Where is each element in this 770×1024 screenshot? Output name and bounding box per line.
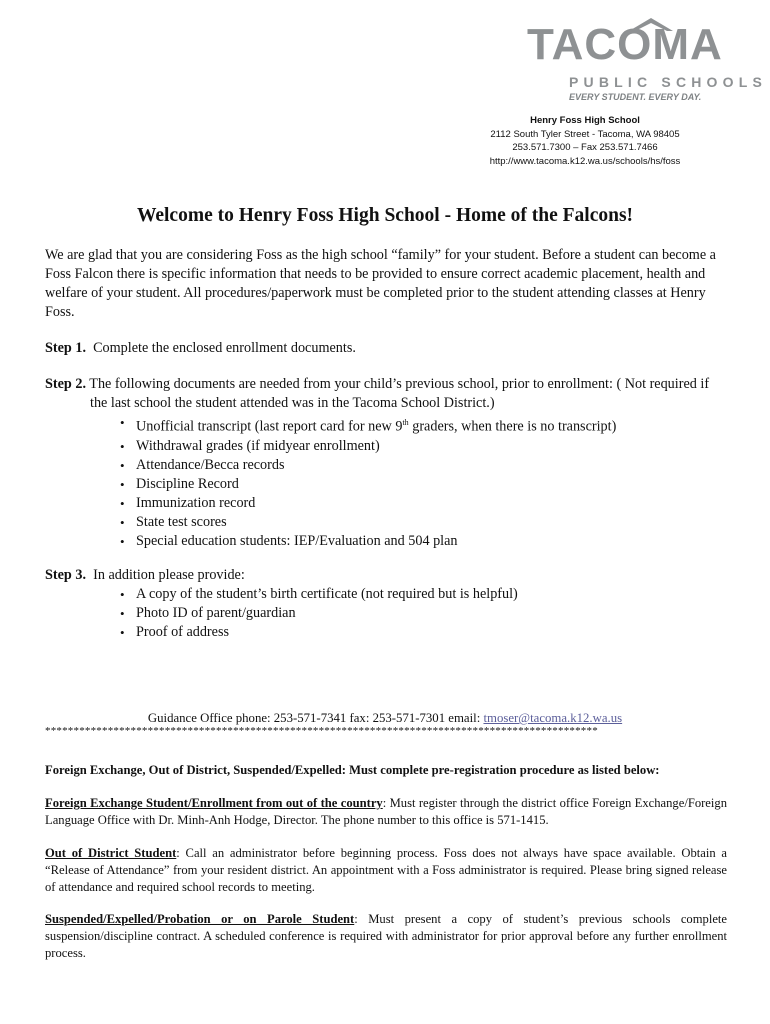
step-2-label: Step 2. — [45, 376, 86, 392]
step-3 — [45, 566, 727, 642]
section-foreign-exchange-label: Foreign Exchange Student/Enrollment from out of the country — [45, 796, 383, 810]
step-2-text: The following documents are needed from your child’s previous school, prior to enrollment: ( Not required if the last school the student attended was in the Tacoma School District.) — [89, 376, 710, 411]
foreign-heading: Foreign Exchange, Out of District, Suspended/Expelled: Must complete pre-registration procedure as listed below: — [45, 763, 660, 777]
step-3-text: In addition please provide: — [93, 567, 245, 583]
step-2 — [45, 375, 727, 551]
list-item: • Proof of address — [108, 623, 727, 642]
divider: ************************************************************************************************* — [45, 725, 598, 737]
step-3-list — [108, 585, 727, 642]
school-street: 2112 South Tyler Street - Tacoma, WA 98405 — [490, 128, 680, 140]
step-1 — [45, 339, 727, 358]
step-3-label: Step 3. — [45, 567, 86, 583]
list-item: • Immunization record — [108, 494, 727, 513]
list-item: • A copy of the student’s birth certificate (not required but is helpful) — [108, 585, 727, 604]
school-url[interactable]: http://www.tacoma.k12.wa.us/schools/hs/foss — [489, 155, 681, 167]
step-1-label: Step 1. — [45, 340, 86, 356]
section-out-of-district-label: Out of District Student — [45, 846, 177, 860]
list-item: • Photo ID of parent/guardian — [108, 604, 727, 623]
guidance-email-link[interactable]: tmoser@tacoma.k12.wa.us — [483, 711, 623, 725]
list-item: • Discipline Record — [108, 475, 727, 494]
list-item: • Attendance/Becca records — [108, 456, 727, 475]
school-address-block — [425, 114, 745, 168]
logo-subtitle: PUBLIC SCHOOLS — [569, 74, 768, 90]
logo-wordmark: TACOMA — [527, 20, 723, 69]
list-item: • Withdrawal grades (if midyear enrollment) — [108, 437, 727, 456]
section-foreign-exchange — [45, 795, 727, 829]
step-1-text: Complete the enclosed enrollment documents. — [93, 340, 356, 356]
section-suspended — [45, 911, 727, 962]
school-phone: 253.571.7300 – Fax 253.571.7466 — [512, 142, 658, 153]
guidance-text: Guidance Office phone: 253-571-7341 fax: 253-571-7301 email: — [147, 711, 484, 725]
section-out-of-district-text: : Call an administrator before beginning process. Foss does not always have space available. Obtain a “Release of Attendance” from your resident district. An appointment with a Foss administrator is required. Please bring signed release of attendance and required school records to meeting. — [45, 846, 727, 894]
tacoma-public-schools-logo — [527, 20, 768, 104]
logo-tagline: EVERY STUDENT. EVERY DAY. — [569, 92, 702, 102]
school-name: Henry Foss High School — [530, 115, 640, 126]
intro-paragraph: We are glad that you are considering Foss as the high school “family” for your student. Before a student can become a Foss Falcon there is specific information that needs to be provided to ensure correct academic placement, health and welfare of your student. All procedures/paperwork must be completed prior to the student attending classes at Henry Foss. — [45, 247, 716, 320]
section-suspended-text: : Must present a copy of student’s previous schools complete suspension/discipline contract. A scheduled conference is required with administrator for prior approval before any further enrollment process. — [45, 912, 727, 960]
list-item: • Special education students: IEP/Evaluation and 504 plan — [108, 532, 727, 551]
section-suspended-label: Suspended/Expelled/Probation or on Parole Student — [45, 912, 355, 926]
section-out-of-district — [45, 845, 727, 896]
step-2-list — [108, 413, 727, 551]
list-item: • Unofficial transcript (last report card for new 9th graders, when there is no transcript) — [108, 413, 727, 437]
section-foreign-exchange-text: : Must register through the district office Foreign Exchange/Foreign Language Office with Dr. Minh-Anh Hodge, Director. The phone number to this office is 571-1415. — [45, 796, 727, 827]
list-item: • State test scores — [108, 513, 727, 532]
page-title: Welcome to Henry Foss High School - Home of the Falcons! — [136, 205, 634, 226]
